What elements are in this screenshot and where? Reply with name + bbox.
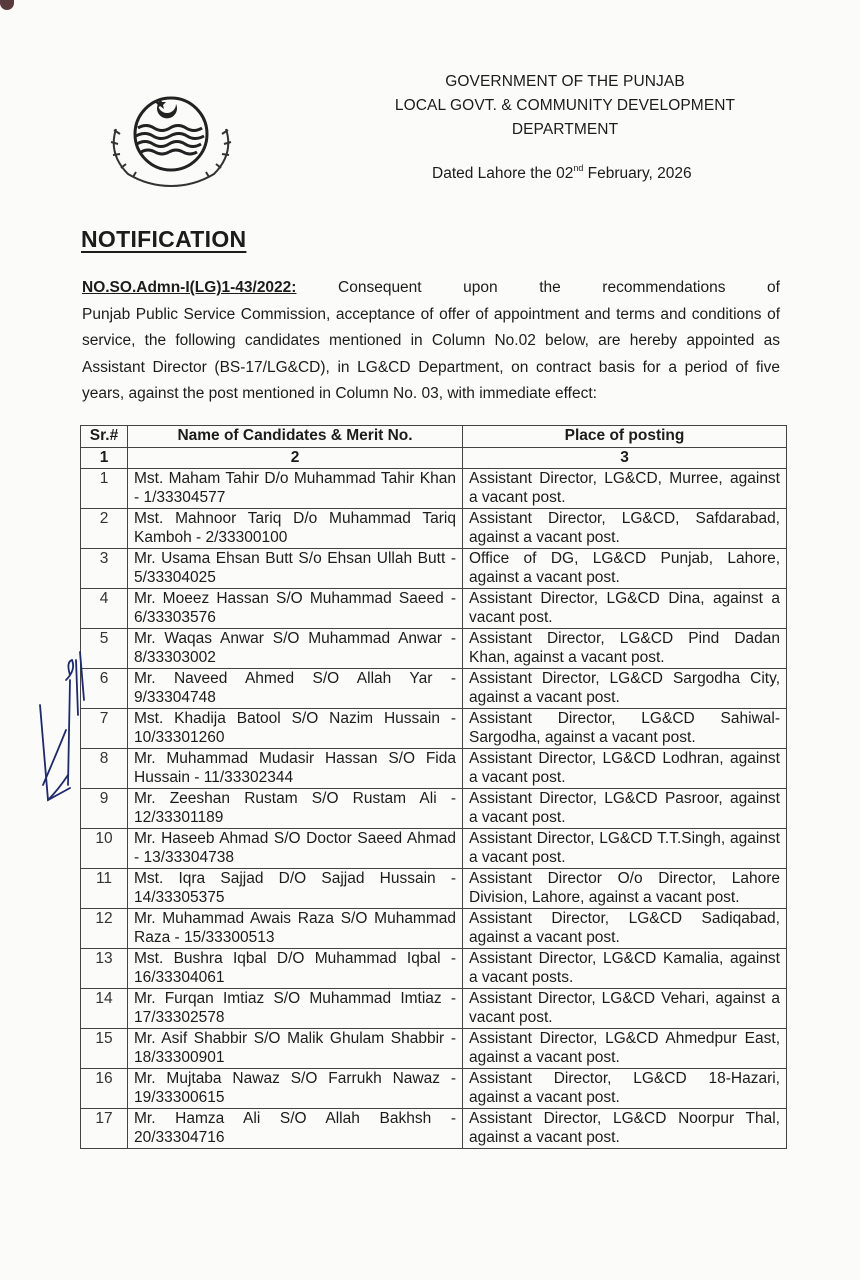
row-sr: 2 bbox=[81, 508, 128, 548]
letterhead-line2: LOCAL GOVT. & COMMUNITY DEVELOPMENT bbox=[394, 97, 736, 114]
letterhead-line3: DEPARTMENT bbox=[511, 121, 619, 138]
table-row bbox=[81, 748, 787, 788]
row-candidate-name: Mr. Asif Shabbir S/O Malik Ghulam Shabbir - 18/33300901 bbox=[128, 1028, 463, 1068]
row-candidate-name: Mr. Furqan Imtiaz S/O Muhammad Imtiaz - 17/33302578 bbox=[128, 988, 463, 1028]
row-place-of-posting: Assistant Director, LG&CD, Murree, against a vacant post. bbox=[463, 468, 787, 508]
row-candidate-name: Mr. Waqas Anwar S/O Muhammad Anwar - 8/33303002 bbox=[128, 628, 463, 668]
row-candidate-name: Mr. Moeez Hassan S/O Muhammad Saeed - 6/33303576 bbox=[128, 588, 463, 628]
row-sr: 10 bbox=[81, 828, 128, 868]
body-word: the bbox=[539, 279, 561, 296]
table-row bbox=[81, 868, 787, 908]
row-candidate-name: Mst. Mahnoor Tariq D/o Muhammad Tariq Kamboh - 2/33300100 bbox=[128, 508, 463, 548]
row-place-of-posting: Assistant Director, LG&CD Kamalia, against a vacant posts. bbox=[463, 948, 787, 988]
row-place-of-posting: Assistant Director, LG&CD T.T.Singh, against a vacant post. bbox=[463, 828, 787, 868]
column-number: 1 bbox=[81, 448, 128, 469]
body-word: upon bbox=[463, 279, 498, 296]
row-place-of-posting: Assistant Director, LG&CD, Safdarabad, against a vacant post. bbox=[463, 508, 787, 548]
table-row bbox=[81, 1068, 787, 1108]
row-candidate-name: Mst. Iqra Sajjad D/O Sajjad Hussain - 14/33305375 bbox=[128, 868, 463, 908]
body-word: of bbox=[767, 279, 780, 296]
row-sr: 15 bbox=[81, 1028, 128, 1068]
column-number-row bbox=[81, 448, 787, 469]
body-paragraph: Punjab Public Service Commission, acceptance of offer of appointment and terms and conditions of service, the following candidates mentioned in Column No.02 below, are hereby appointed as Assistant Director (BS-17/LG&CD), in LG&CD Department, on contract basis for a period of five years, against the post mentioned in Column No. 03, with immediate effect: bbox=[82, 305, 780, 403]
table-row bbox=[81, 548, 787, 588]
row-place-of-posting: Assistant Director, LG&CD Noorpur Thal, against a vacant post. bbox=[463, 1108, 787, 1148]
punjab-emblem-icon bbox=[96, 84, 246, 194]
header-sr: Sr.# bbox=[81, 426, 128, 448]
row-sr: 9 bbox=[81, 788, 128, 828]
row-place-of-posting: Assistant Director, LG&CD Dina, against a vacant post. bbox=[463, 588, 787, 628]
row-place-of-posting: Assistant Director, LG&CD Ahmedpur East, against a vacant post. bbox=[463, 1028, 787, 1068]
row-sr: 1 bbox=[81, 468, 128, 508]
row-place-of-posting: Assistant Director, LG&CD Sahiwal-Sargodha, against a vacant post. bbox=[463, 708, 787, 748]
header-name: Name of Candidates & Merit No. bbox=[128, 426, 463, 448]
row-sr: 4 bbox=[81, 588, 128, 628]
row-candidate-name: Mr. Haseeb Ahmad S/O Doctor Saeed Ahmad - 13/33304738 bbox=[128, 828, 463, 868]
table-row bbox=[81, 908, 787, 948]
notification-title: NOTIFICATION bbox=[81, 226, 247, 252]
row-place-of-posting: Assistant Director, LG&CD Pind Dadan Khan, against a vacant post. bbox=[463, 628, 787, 668]
row-sr: 14 bbox=[81, 988, 128, 1028]
reference-number: NO.SO.Admn-I(LG)1-43/2022: bbox=[82, 279, 297, 296]
row-place-of-posting: Office of DG, LG&CD Punjab, Lahore, against a vacant post. bbox=[463, 548, 787, 588]
row-candidate-name: Mr. Muhammad Mudasir Hassan S/O Fida Hussain - 11/33302344 bbox=[128, 748, 463, 788]
row-place-of-posting: Assistant Director, LG&CD Sadiqabad, against a vacant post. bbox=[463, 908, 787, 948]
row-place-of-posting: Assistant Director, LG&CD 18-Hazari, against a vacant post. bbox=[463, 1068, 787, 1108]
row-sr: 12 bbox=[81, 908, 128, 948]
row-sr: 13 bbox=[81, 948, 128, 988]
row-sr: 8 bbox=[81, 748, 128, 788]
row-candidate-name: Mr. Muhammad Awais Raza S/O Muhammad Raza - 15/33300513 bbox=[128, 908, 463, 948]
table-row bbox=[81, 1108, 787, 1148]
body-word: Consequent bbox=[338, 279, 422, 296]
row-sr: 3 bbox=[81, 548, 128, 588]
row-candidate-name: Mst. Khadija Batool S/O Nazim Hussain - 10/33301260 bbox=[128, 708, 463, 748]
row-candidate-name: Mst. Bushra Iqbal D/O Muhammad Iqbal - 16/33304061 bbox=[128, 948, 463, 988]
row-sr: 7 bbox=[81, 708, 128, 748]
row-place-of-posting: Assistant Director O/o Director, Lahore Division, Lahore, against a vacant post. bbox=[463, 868, 787, 908]
row-place-of-posting: Assistant Director, LG&CD Lodhran, against a vacant post. bbox=[463, 748, 787, 788]
row-place-of-posting: Assistant Director, LG&CD Sargodha City, against a vacant post. bbox=[463, 668, 787, 708]
table-row bbox=[81, 708, 787, 748]
table-row bbox=[81, 788, 787, 828]
row-candidate-name: Mr. Zeeshan Rustam S/O Rustam Ali - 12/33301189 bbox=[128, 788, 463, 828]
row-sr: 11 bbox=[81, 868, 128, 908]
row-candidate-name: Mr. Mujtaba Nawaz S/O Farrukh Nawaz - 19/33300615 bbox=[128, 1068, 463, 1108]
row-sr: 6 bbox=[81, 668, 128, 708]
row-place-of-posting: Assistant Director, LG&CD Pasroor, against a vacant post. bbox=[463, 788, 787, 828]
column-number: 3 bbox=[463, 448, 787, 469]
header-posting: Place of posting bbox=[463, 426, 787, 448]
column-number: 2 bbox=[128, 448, 463, 469]
row-candidate-name: Mr. Hamza Ali S/O Allah Bakhsh - 20/33304716 bbox=[128, 1108, 463, 1148]
table-row bbox=[81, 828, 787, 868]
row-sr: 17 bbox=[81, 1108, 128, 1148]
row-sr: 16 bbox=[81, 1068, 128, 1108]
table-row bbox=[81, 508, 787, 548]
table-row bbox=[81, 468, 787, 508]
body-first-line bbox=[82, 275, 780, 302]
letterhead bbox=[370, 70, 760, 142]
appointments-table bbox=[80, 425, 787, 1149]
row-sr: 5 bbox=[81, 628, 128, 668]
table-row bbox=[81, 1028, 787, 1068]
date-ordinal: nd bbox=[573, 163, 584, 173]
table-row bbox=[81, 948, 787, 988]
handwritten-signature-icon bbox=[18, 640, 88, 810]
letterhead-line1: GOVERNMENT OF THE PUNJAB bbox=[445, 73, 685, 90]
body-word: recommendations bbox=[602, 279, 726, 296]
notification-body bbox=[82, 275, 780, 408]
date-prefix: Dated Lahore the 02 bbox=[432, 165, 574, 182]
table-row bbox=[81, 588, 787, 628]
row-candidate-name: Mst. Maham Tahir D/o Muhammad Tahir Khan - 1/33304577 bbox=[128, 468, 463, 508]
table-row bbox=[81, 668, 787, 708]
row-place-of-posting: Assistant Director, LG&CD Vehari, against a vacant post. bbox=[463, 988, 787, 1028]
row-candidate-name: Mr. Usama Ehsan Butt S/o Ehsan Ullah Butt - 5/33304025 bbox=[128, 548, 463, 588]
date-suffix: February, 2026 bbox=[583, 165, 692, 182]
table-header-row bbox=[81, 426, 787, 448]
table-row bbox=[81, 628, 787, 668]
corner-mark bbox=[0, 0, 14, 10]
row-candidate-name: Mr. Naveed Ahmed S/O Allah Yar - 9/33304748 bbox=[128, 668, 463, 708]
table-row bbox=[81, 988, 787, 1028]
date-line bbox=[432, 163, 692, 183]
